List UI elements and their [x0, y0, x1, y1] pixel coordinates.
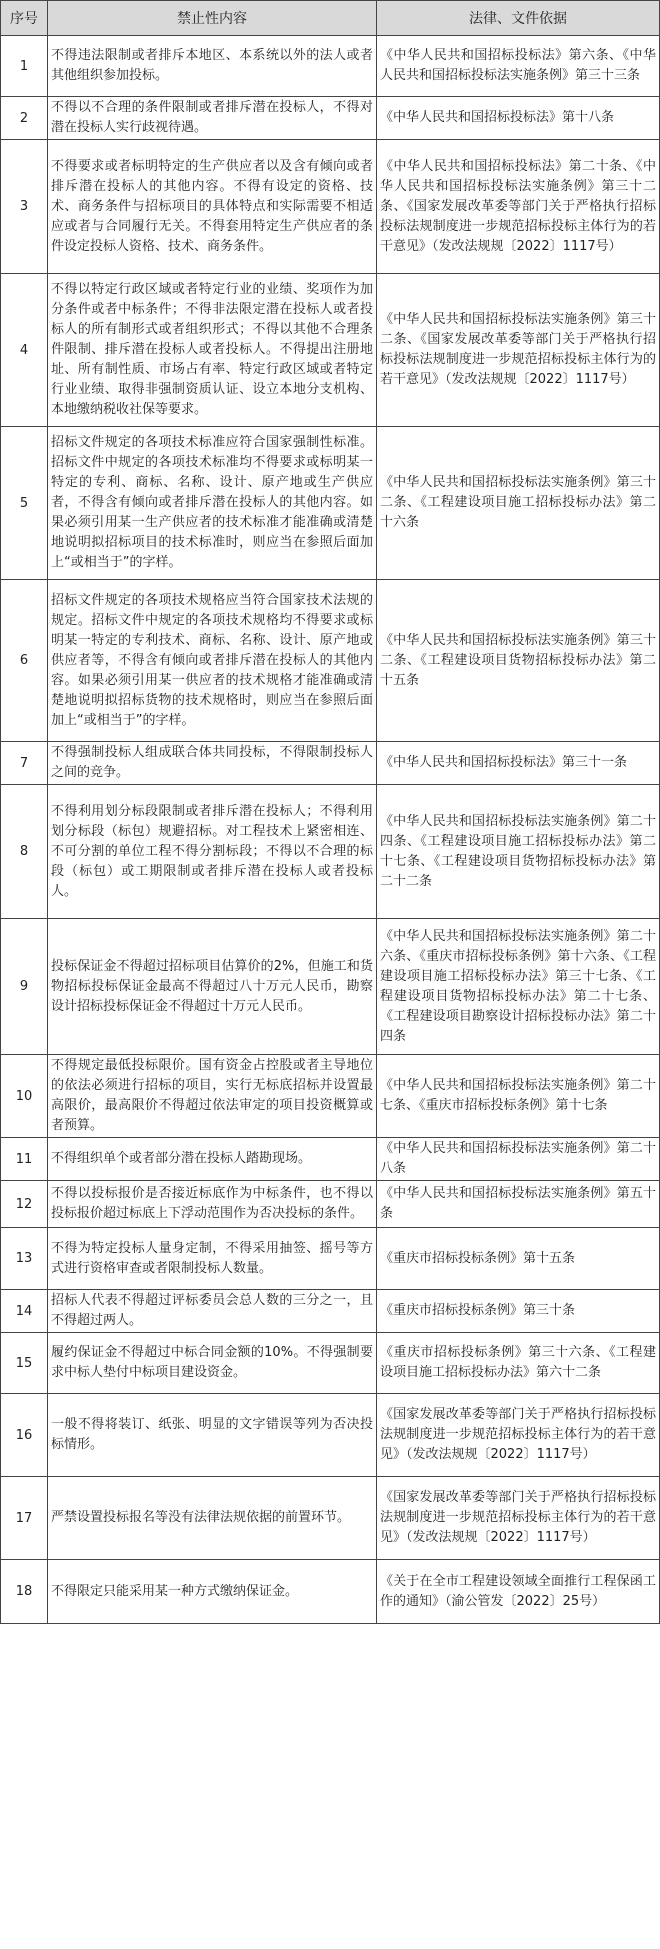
table-row	[1, 1055, 660, 1138]
legal-basis: 《中华人民共和国招标投标法》第三十一条	[377, 742, 660, 785]
table-header-row	[1, 1, 660, 36]
legal-basis: 《中华人民共和国招标投标法实施条例》第二十七条、《重庆市招标投标条例》第十七条	[377, 1055, 660, 1138]
table-row	[1, 1181, 660, 1228]
prohibited-content: 不得要求或者标明特定的生产供应者以及含有倾向或者排斥潜在投标人的其他内容。不得有设定的资格、技术、商务条件与招标项目的具体特点和实际需要不相适应或者与合同履行无关。不得套用特定生产供应者的条件设定投标人资格、技术、商务条件。	[48, 140, 377, 274]
table-row	[1, 785, 660, 919]
prohibited-content: 不得强制投标人组成联合体共同投标，不得限制投标人之间的竞争。	[48, 742, 377, 785]
prohibited-content: 一般不得将装订、纸张、明显的文字错误等列为否决投标情形。	[48, 1394, 377, 1477]
header-no: 序号	[1, 1, 48, 36]
table-row	[1, 919, 660, 1055]
prohibited-content: 不得以不合理的条件限制或者排斥潜在投标人，不得对潜在投标人实行歧视待遇。	[48, 97, 377, 140]
table-row	[1, 1560, 660, 1624]
table-row	[1, 1228, 660, 1290]
table-row	[1, 274, 660, 427]
row-number: 10	[1, 1055, 48, 1138]
legal-basis: 《中华人民共和国招标投标法实施条例》第二十六条、《重庆市招标投标条例》第十六条、《工程建设项目施工招标投标办法》第三十七条、《工程建设项目货物招标投标办法》第二十七条、《工程建设项目勘察设计招标投标办法》第二十四条	[377, 919, 660, 1055]
table-row	[1, 36, 660, 97]
row-number: 11	[1, 1138, 48, 1181]
legal-basis: 《国家发展改革委等部门关于严格执行招标投标法规制度进一步规范招标投标主体行为的若干意见》（发改法规规〔2022〕1117号）	[377, 1477, 660, 1560]
table-row	[1, 580, 660, 742]
prohibited-content: 不得违法限制或者排斥本地区、本系统以外的法人或者其他组织参加投标。	[48, 36, 377, 97]
row-number: 12	[1, 1181, 48, 1228]
table-row	[1, 1333, 660, 1394]
legal-basis: 《关于在全市工程建设领域全面推行工程保函工作的通知》（渝公管发〔2022〕25号）	[377, 1560, 660, 1624]
prohibited-content: 招标文件规定的各项技术标准应符合国家强制性标准。招标文件中规定的各项技术标准均不得要求或标明某一特定的专利、商标、名称、设计、原产地或生产供应者，不得含有倾向或者排斥潜在投标人的其他内容。如果必须引用某一生产供应者的技术标准才能准确或清楚地说明拟招标项目的技术标准时，则应当在参照后面加上“或相当于”的字样。	[48, 427, 377, 580]
prohibited-content: 不得规定最低投标限价。国有资金占控股或者主导地位的依法必须进行招标的项目，实行无标底招标并设置最高限价，最高限价不得超过依法审定的项目投资概算或者预算。	[48, 1055, 377, 1138]
row-number: 5	[1, 427, 48, 580]
prohibited-content: 履约保证金不得超过中标合同金额的10%。不得强制要求中标人垫付中标项目建设资金。	[48, 1333, 377, 1394]
legal-basis: 《中华人民共和国招标投标法》第二十条、《中华人民共和国招标投标法实施条例》第三十二条、《国家发展改革委等部门关于严格执行招标投标法规制度进一步规范招标投标主体行为的若干意见》（发改法规规〔2022〕1117号）	[377, 140, 660, 274]
row-number: 1	[1, 36, 48, 97]
prohibited-content: 不得限定只能采用某一种方式缴纳保证金。	[48, 1560, 377, 1624]
header-basis: 法律、文件依据	[377, 1, 660, 36]
table-row	[1, 427, 660, 580]
row-number: 16	[1, 1394, 48, 1477]
row-number: 3	[1, 140, 48, 274]
legal-basis: 《中华人民共和国招标投标法实施条例》第五十条	[377, 1181, 660, 1228]
prohibited-content: 投标保证金不得超过招标项目估算价的2%，但施工和货物招标投标保证金最高不得超过八十万元人民币，勘察设计招标投标保证金不得超过十万元人民币。	[48, 919, 377, 1055]
legal-basis: 《国家发展改革委等部门关于严格执行招标投标法规制度进一步规范招标投标主体行为的若干意见》（发改法规规〔2022〕1117号）	[377, 1394, 660, 1477]
prohibited-content: 不得以投标报价是否接近标底作为中标条件，也不得以投标报价超过标底上下浮动范围作为否决投标的条件。	[48, 1181, 377, 1228]
table-row	[1, 1477, 660, 1560]
legal-basis: 《中华人民共和国招标投标法实施条例》第二十四条、《工程建设项目施工招标投标办法》第二十七条、《工程建设项目货物招标投标办法》第二十二条	[377, 785, 660, 919]
row-number: 13	[1, 1228, 48, 1290]
legal-basis: 《重庆市招标投标条例》第三十六条、《工程建设项目施工招标投标办法》第六十二条	[377, 1333, 660, 1394]
row-number: 14	[1, 1290, 48, 1333]
legal-basis: 《中华人民共和国招标投标法实施条例》第三十二条、《工程建设项目施工招标投标办法》第二十六条	[377, 427, 660, 580]
row-number: 8	[1, 785, 48, 919]
table-row	[1, 140, 660, 274]
row-number: 15	[1, 1333, 48, 1394]
row-number: 9	[1, 919, 48, 1055]
row-number: 2	[1, 97, 48, 140]
table-row	[1, 1138, 660, 1181]
row-number: 17	[1, 1477, 48, 1560]
table-row	[1, 1394, 660, 1477]
legal-basis: 《中华人民共和国招标投标法》第十八条	[377, 97, 660, 140]
table-row	[1, 97, 660, 140]
prohibited-content: 不得组织单个或者部分潜在投标人踏勘现场。	[48, 1138, 377, 1181]
legal-basis: 《重庆市招标投标条例》第十五条	[377, 1228, 660, 1290]
legal-basis: 《重庆市招标投标条例》第三十条	[377, 1290, 660, 1333]
table-row	[1, 1290, 660, 1333]
legal-basis: 《中华人民共和国招标投标法实施条例》第三十二条、《工程建设项目货物招标投标办法》第二十五条	[377, 580, 660, 742]
prohibited-content: 严禁设置投标报名等没有法律法规依据的前置环节。	[48, 1477, 377, 1560]
row-number: 4	[1, 274, 48, 427]
legal-basis: 《中华人民共和国招标投标法实施条例》第三十二条、《国家发展改革委等部门关于严格执行招标投标法规制度进一步规范招标投标主体行为的若干意见》（发改法规规〔2022〕1117号）	[377, 274, 660, 427]
legal-basis: 《中华人民共和国招标投标法实施条例》第二十八条	[377, 1138, 660, 1181]
prohibited-content: 招标人代表不得超过评标委员会总人数的三分之一，且不得超过两人。	[48, 1290, 377, 1333]
header-content: 禁止性内容	[48, 1, 377, 36]
prohibited-content: 不得为特定投标人量身定制，不得采用抽签、摇号等方式进行资格审查或者限制投标人数量。	[48, 1228, 377, 1290]
row-number: 18	[1, 1560, 48, 1624]
prohibited-content: 不得以特定行政区域或者特定行业的业绩、奖项作为加分条件或者中标条件；不得非法限定潜在投标人或者投标人的所有制形式或者组织形式；不得以其他不合理条件限制、排斥潜在投标人或者投标人。不得提出注册地址、所有制性质、市场占有率、特定行政区域或者特定行业业绩、取得非强制资质认证、设立本地分支机构、本地缴纳税收社保等要求。	[48, 274, 377, 427]
row-number: 7	[1, 742, 48, 785]
prohibited-content: 不得利用划分标段限制或者排斥潜在投标人；不得利用划分标段（标包）规避招标。对工程技术上紧密相连、不可分割的单位工程不得分割标段；不得以不合理的标段（标包）或工期限制或者排斥潜在投标人或者投标人。	[48, 785, 377, 919]
row-number: 6	[1, 580, 48, 742]
table-row	[1, 742, 660, 785]
legal-basis: 《中华人民共和国招标投标法》第六条、《中华人民共和国招标投标法实施条例》第三十三条	[377, 36, 660, 97]
prohibited-content: 招标文件规定的各项技术规格应当符合国家技术法规的规定。招标文件中规定的各项技术规格均不得要求或标明某一特定的专利技术、商标、名称、设计、原产地或供应者等，不得含有倾向或者排斥潜在投标人的其他内容。如果必须引用某一供应者的技术规格才能准确或清楚地说明拟招标货物的技术规格时，则应当在参照后面加上“或相当于”的字样。	[48, 580, 377, 742]
